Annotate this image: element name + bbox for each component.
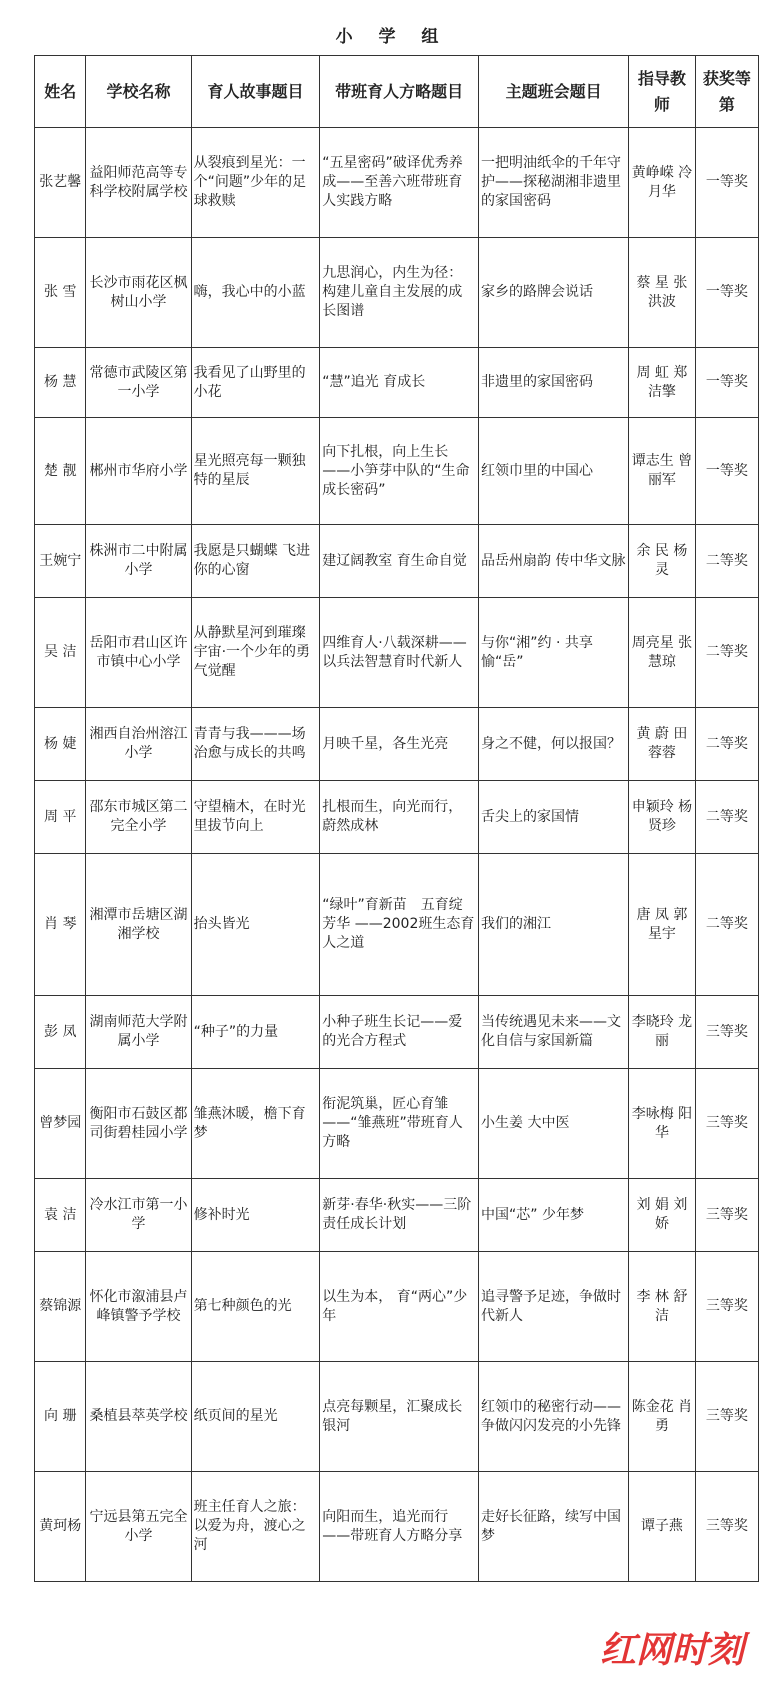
- school-name: 益阳师范高等专科学校附属学校: [86, 128, 191, 238]
- watermark-logo: [598, 1622, 778, 1674]
- award-level: 二等奖: [695, 708, 758, 781]
- award-level: 二等奖: [695, 781, 758, 854]
- award-level: 三等奖: [695, 1069, 758, 1179]
- meeting-title: 与你“湘”约 · 共享愉“岳”: [479, 598, 629, 708]
- strategy-title: 四维育人·八载深耕—— 以兵法智慧育时代新人: [320, 598, 479, 708]
- table-row: [35, 1069, 759, 1179]
- strategy-title: 月映千星，各生光亮: [320, 708, 479, 781]
- strategy-title: “慧”追光 育成长: [320, 348, 479, 418]
- school-name: 冷水江市第一小学: [86, 1179, 191, 1252]
- student-name: 杨 慧: [35, 348, 86, 418]
- meeting-title: 红领巾里的中国心: [479, 418, 629, 525]
- award-level: 三等奖: [695, 1252, 758, 1362]
- header-cell: 育人故事题目: [191, 56, 320, 128]
- teacher-names: 刘 娟 刘 娇: [629, 1179, 696, 1252]
- table-row: [35, 348, 759, 418]
- story-title: 我愿是只蝴蝶 飞进你的心窗: [191, 525, 320, 598]
- strategy-title: 扎根而生，向光而行，蔚然成林: [320, 781, 479, 854]
- student-name: 曾梦园: [35, 1069, 86, 1179]
- header-cell: 主题班会题目: [479, 56, 629, 128]
- school-name: 常德市武陵区第一小学: [86, 348, 191, 418]
- table-row: [35, 996, 759, 1069]
- teacher-names: 周 虹 郑洁擎: [629, 348, 696, 418]
- student-name: 肖 琴: [35, 854, 86, 996]
- school-name: 株洲市二中附属小学: [86, 525, 191, 598]
- award-level: 二等奖: [695, 598, 758, 708]
- student-name: 袁 洁: [35, 1179, 86, 1252]
- story-title: 青青与我———场治愈与成长的共鸣: [191, 708, 320, 781]
- table-row: [35, 1472, 759, 1582]
- teacher-names: 申颖玲 杨贤珍: [629, 781, 696, 854]
- page-title: 小 学 组: [335, 27, 449, 47]
- meeting-title: 非遗里的家国密码: [479, 348, 629, 418]
- strategy-title: 建辽阔教室 育生命自觉: [320, 525, 479, 598]
- meeting-title: 身之不健，何以报国？: [479, 708, 629, 781]
- strategy-title: 点亮每颗星，汇聚成长银河: [320, 1362, 479, 1472]
- meeting-title: 中国“芯” 少年梦: [479, 1179, 629, 1252]
- meeting-title: 一把明油纸伞的千年守护——探秘湖湘非遗里的家国密码: [479, 128, 629, 238]
- student-name: 张艺馨: [35, 128, 86, 238]
- award-level: 一等奖: [695, 348, 758, 418]
- award-level: 一等奖: [695, 238, 758, 348]
- school-name: 宁远县第五完全小学: [86, 1472, 191, 1582]
- table-row: [35, 1179, 759, 1252]
- strategy-title: 新芽·春华·秋实——三阶责任成长计划: [320, 1179, 479, 1252]
- teacher-names: 唐 凤 郭星宇: [629, 854, 696, 996]
- student-name: 吴 洁: [35, 598, 86, 708]
- meeting-title: 红领巾的秘密行动——争做闪闪发亮的小先锋: [479, 1362, 629, 1472]
- meeting-title: 追寻警予足迹，争做时代新人: [479, 1252, 629, 1362]
- table-row: [35, 525, 759, 598]
- table-row: [35, 781, 759, 854]
- teacher-names: 谭子燕: [629, 1472, 696, 1582]
- story-title: 从裂痕到星光：一个“问题”少年的足球救赎: [191, 128, 320, 238]
- header-row: [35, 56, 759, 128]
- strategy-title: 以生为本， 育“两心”少年: [320, 1252, 479, 1362]
- meeting-title: 品岳州扇韵 传中华文脉: [479, 525, 629, 598]
- story-title: 修补时光: [191, 1179, 320, 1252]
- table-row: [35, 238, 759, 348]
- story-title: 雏燕沐暖，檐下育梦: [191, 1069, 320, 1179]
- school-name: 郴州市华府小学: [86, 418, 191, 525]
- story-title: 纸页间的星光: [191, 1362, 320, 1472]
- meeting-title: 走好长征路，续写中国梦: [479, 1472, 629, 1582]
- school-name: 邵东市城区第二完全小学: [86, 781, 191, 854]
- teacher-names: 李晓玲 龙 丽: [629, 996, 696, 1069]
- meeting-title: 我们的湘江: [479, 854, 629, 996]
- student-name: 杨 婕: [35, 708, 86, 781]
- strategy-title: 九思润心，内生为径：构建儿童自主发展的成长图谱: [320, 238, 479, 348]
- story-title: 我看见了山野里的小花: [191, 348, 320, 418]
- award-level: 三等奖: [695, 1362, 758, 1472]
- header-cell: 学校名称: [86, 56, 191, 128]
- award-level: 一等奖: [695, 128, 758, 238]
- student-name: 蔡锦源: [35, 1252, 86, 1362]
- school-name: 湖南师范大学附属小学: [86, 996, 191, 1069]
- story-title: “种子”的力量: [191, 996, 320, 1069]
- school-name: 岳阳市君山区许市镇中心小学: [86, 598, 191, 708]
- header-cell: 获奖等第: [695, 56, 758, 128]
- student-name: 向 珊: [35, 1362, 86, 1472]
- story-title: 从静默星河到璀璨宇宙·一个少年的勇气觉醒: [191, 598, 320, 708]
- teacher-names: 陈金花 肖 勇: [629, 1362, 696, 1472]
- teacher-names: 蔡 星 张洪波: [629, 238, 696, 348]
- teacher-names: 黄 蔚 田蓉蓉: [629, 708, 696, 781]
- award-level: 二等奖: [695, 525, 758, 598]
- school-name: 衡阳市石鼓区都司街碧桂园小学: [86, 1069, 191, 1179]
- student-name: 张 雪: [35, 238, 86, 348]
- strategy-title: “绿叶”育新苗 五育绽芳华 ——2002班生态育人之道: [320, 854, 479, 996]
- student-name: 彭 凤: [35, 996, 86, 1069]
- strategy-title: 衔泥筑巢，匠心育雏——“雏燕班”带班育人方略: [320, 1069, 479, 1179]
- strategy-title: 向阳而生，追光而行——带班育人方略分享: [320, 1472, 479, 1582]
- meeting-title: 舌尖上的家国情: [479, 781, 629, 854]
- award-level: 三等奖: [695, 996, 758, 1069]
- table-row: [35, 708, 759, 781]
- strategy-title: 向下扎根，向上生长——小笋芽中队的“生命成长密码”: [320, 418, 479, 525]
- table-row: [35, 1252, 759, 1362]
- school-name: 湘西自治州溶江小学: [86, 708, 191, 781]
- award-level: 一等奖: [695, 418, 758, 525]
- student-name: 黄珂杨: [35, 1472, 86, 1582]
- story-title: 嗨，我心中的小蓝: [191, 238, 320, 348]
- table-row: [35, 598, 759, 708]
- header-cell: 带班育人方略题目: [320, 56, 479, 128]
- awards-table: [34, 55, 759, 1582]
- meeting-title: 小生姜 大中医: [479, 1069, 629, 1179]
- meeting-title: 当传统遇见未来——文化自信与家国新篇: [479, 996, 629, 1069]
- teacher-names: 李咏梅 阳 华: [629, 1069, 696, 1179]
- table-row: [35, 418, 759, 525]
- meeting-title: 家乡的路牌会说话: [479, 238, 629, 348]
- header-cell: 指导教师: [629, 56, 696, 128]
- strategy-title: “五星密码”破译优秀养成——至善六班带班育人实践方略: [320, 128, 479, 238]
- school-name: 桑植县萃英学校: [86, 1362, 191, 1472]
- teacher-names: 李 林 舒 洁: [629, 1252, 696, 1362]
- story-title: 抬头皆光: [191, 854, 320, 996]
- story-title: 班主任育人之旅：以爱为舟，渡心之河: [191, 1472, 320, 1582]
- student-name: 周 平: [35, 781, 86, 854]
- story-title: 第七种颜色的光: [191, 1252, 320, 1362]
- student-name: 楚 靓: [35, 418, 86, 525]
- school-name: 湘潭市岳塘区湖湘学校: [86, 854, 191, 996]
- watermark-text: 红网时刻: [600, 1630, 745, 1671]
- award-level: 三等奖: [695, 1472, 758, 1582]
- school-name: 怀化市溆浦县卢峰镇警予学校: [86, 1252, 191, 1362]
- table-row: [35, 128, 759, 238]
- teacher-names: 谭志生 曾丽军: [629, 418, 696, 525]
- school-name: 长沙市雨花区枫树山小学: [86, 238, 191, 348]
- strategy-title: 小种子班生长记——爱的光合方程式: [320, 996, 479, 1069]
- teacher-names: 黄峥嵘 冷月华: [629, 128, 696, 238]
- award-level: 三等奖: [695, 1179, 758, 1252]
- teacher-names: 周亮星 张慧琼: [629, 598, 696, 708]
- table-row: [35, 1362, 759, 1472]
- table-row: [35, 854, 759, 996]
- header-cell: 姓名: [35, 56, 86, 128]
- story-title: 星光照亮每一颗独特的星辰: [191, 418, 320, 525]
- award-level: 二等奖: [695, 854, 758, 996]
- teacher-names: 余 民 杨 灵: [629, 525, 696, 598]
- student-name: 王婉宁: [35, 525, 86, 598]
- story-title: 守望楠木，在时光里拔节向上: [191, 781, 320, 854]
